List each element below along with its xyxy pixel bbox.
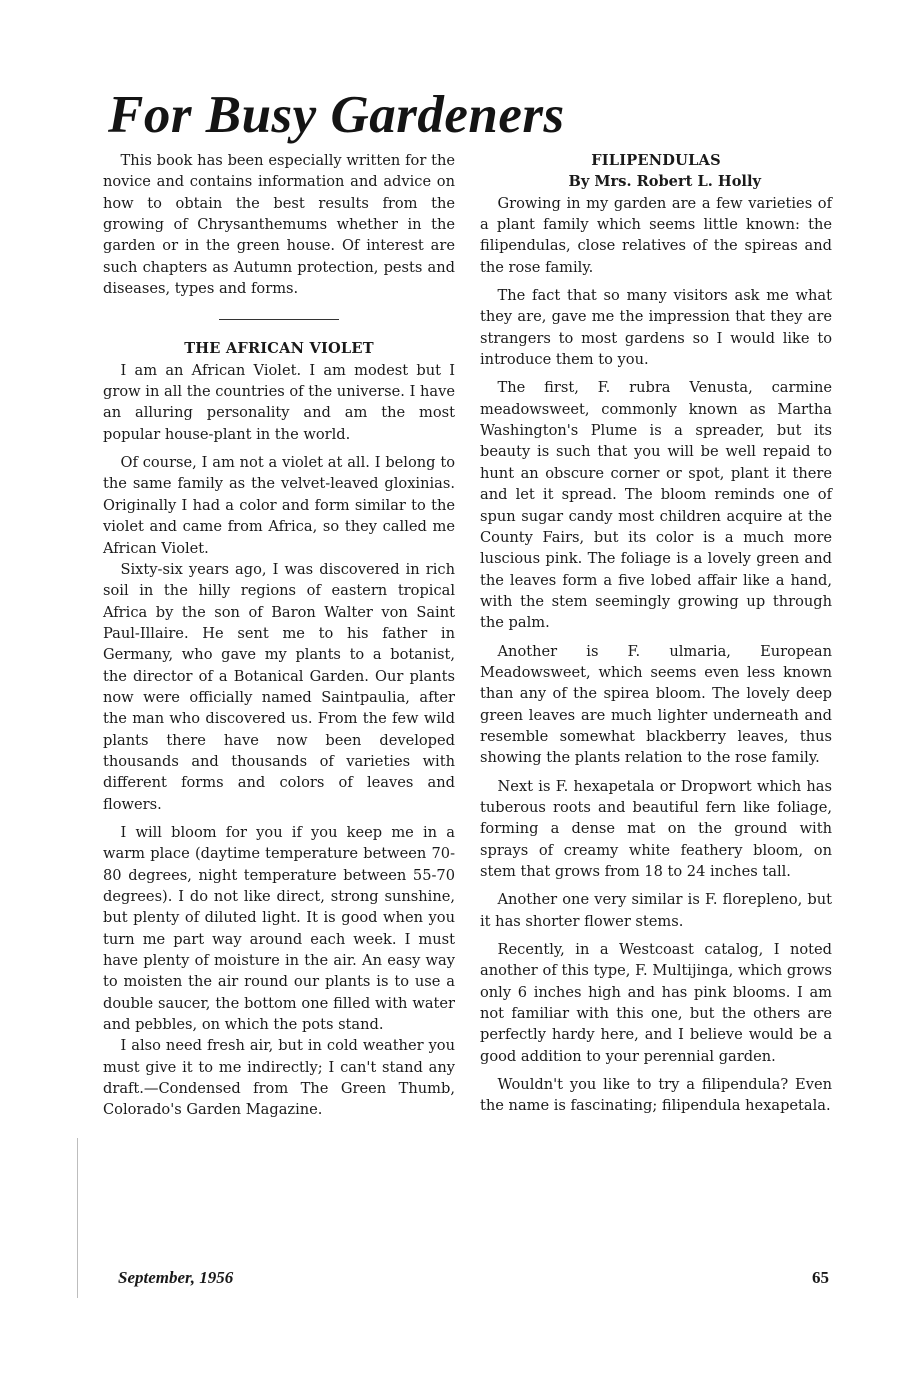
intro-paragraph: This book has been especially written for the novice and contains information and advice on how to obtain the best results from the growing of Chrysanthemums whether in the garden or in the green house. Of interest are such chapters as Autumn protection, pests and diseases, types and forms.	[103, 152, 455, 298]
african-violet-paragraph-5: I also need fresh air, but in cold weather you must give it to me indirectly; I can't stand any draft.—Condensed from The Green Thumb, Colorado's Garden Magazine.	[103, 1037, 455, 1119]
footer-date: September, 1956	[118, 1268, 234, 1287]
filipendulas-heading: FILIPENDULAS	[591, 152, 721, 169]
left-column	[103, 150, 455, 1121]
section-divider	[219, 319, 339, 320]
filipendulas-paragraph-4: Another is F. ulmaria, European Meadowsweet, which seems even less known than any of the spirea bloom. The lovely deep green leaves are much lighter underneath and resemble somewhat blackberry leaves, thus showing the plants relation to the rose family.	[480, 642, 832, 767]
filipendulas-paragraph-3: The first, F. rubra Venusta, carmine meadowsweet, commonly known as Martha Washington's Plume is a spreader, but its beauty is such that you will be well repaid to hunt an obscure corner or spot, plant it there and let it spread. The bloom reminds one of spun sugar candy most children acquire at the County Fairs, but its color is a much more luscious pink. The foliage is a lovely green and the leaves form a five lobed affair like a hand, with the stem seemingly growing up through the palm.	[480, 379, 832, 632]
african-violet-paragraph-3: Sixty-six years ago, I was discovered in rich soil in the hilly regions of eastern tropical Africa by the son of Baron Walter von Saint Paul-Illaire. He sent me to his father in Germany, who gave my plants to a botanist, the director of a Botanical Garden. Our plants now were officially named Saintpaulia, after the man who discovered us. From the few wild plants there have now been developed thousands and thousands of varieties with different forms and colors of leaves and flowers.	[103, 560, 455, 813]
filipendulas-paragraph-2: The fact that so many visitors ask me what they are, gave me the impression that they are strangers to most gardens so I would like to introduce them to you.	[480, 287, 832, 369]
filipendulas-paragraph-8: Wouldn't you like to try a filipendula? Even the name is fascinating; filipendula hexapetala.	[480, 1076, 832, 1115]
filipendulas-paragraph-5: Next is F. hexapetala or Dropwort which has tuberous roots and beautiful fern like foliage, forming a dense mat on the ground with sprays of creamy white feathery bloom, on stem that grows from 18 to 24 inches tall.	[480, 777, 832, 880]
footer-page-number: 65	[812, 1268, 829, 1287]
right-column	[480, 150, 832, 1117]
filipendulas-paragraph-7: Recently, in a Westcoast catalog, I noted another of this type, F. Multijinga, which grows only 6 inches high and has pink blooms. I am not familiar with this one, but the others are perfectly hardy here, and I believe would be a good addition to your perennial garden.	[480, 941, 832, 1065]
filipendulas-paragraph-1: Growing in my garden are a few varieties of a plant family which seems little known: the filipendulas, close relatives of the spireas and the rose family.	[480, 194, 832, 276]
african-violet-paragraph-1: I am an African Violet. I am modest but I grow in all the countries of the universe. I have an alluring personality and am the most popular house-plant in the world.	[103, 361, 455, 443]
page-title: For Busy Gardeners	[108, 86, 565, 144]
african-violet-paragraph-4: I will bloom for you if you keep me in a warm place (daytime temperature between 70-80 degrees, night temperature between 55-70 degrees). I do not like direct, strong sunshine, but plenty of diluted light. It is good when you turn me part way around each week. I must have plenty of moisture in the air. An easy way to moisten the air round our plants is to use a double saucer, the bottom one filled with water and pebbles, on which the pots stand.	[103, 823, 455, 1034]
african-violet-heading: THE AFRICAN VIOLET	[184, 340, 374, 358]
filipendulas-paragraph-6: Another one very similar is F. floreplenо, but it has shorter flower stems.	[480, 891, 832, 930]
african-violet-paragraph-2: Of course, I am not a violet at all. I belong to the same family as the velvet-leaved gloxinias. Originally I had a color and form similar to the violet and came from Africa, so they called me African Violet.	[103, 454, 455, 557]
filipendulas-byline: By Mrs. Robert L. Holly	[568, 173, 761, 191]
page-edge-rule	[77, 1138, 78, 1298]
